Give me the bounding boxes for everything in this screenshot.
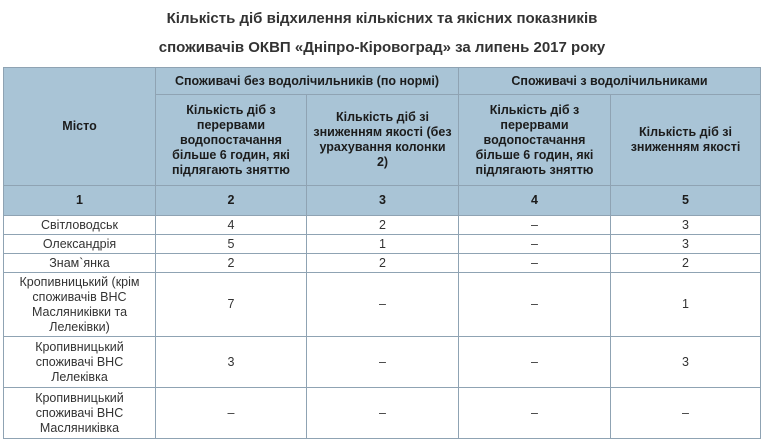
header-col-3: Кількість діб зі зниженням якості (без урахування колонки 2) (307, 95, 459, 186)
column-number: 2 (156, 186, 307, 216)
value-cell: 5 (156, 235, 307, 254)
value-cell: – (459, 337, 611, 388)
value-cell: – (459, 273, 611, 337)
value-cell: 4 (156, 216, 307, 235)
table-row (4, 254, 761, 273)
value-cell: 2 (307, 254, 459, 273)
value-cell: – (307, 388, 459, 439)
value-cell: 2 (156, 254, 307, 273)
value-cell: 3 (611, 235, 761, 254)
value-cell: – (459, 216, 611, 235)
value-cell: – (459, 254, 611, 273)
header-col-4: Кількість діб з перервами водопостачання більше 6 годин, які підлягають зняттю (459, 95, 611, 186)
header-group-with-meters: Споживачі з водолічильниками (459, 68, 761, 95)
city-cell: Олександрія (4, 235, 156, 254)
table-row (4, 216, 761, 235)
title-line-1: Кількість діб відхилення кількісних та якісних показників (166, 10, 598, 27)
table-row (4, 337, 761, 388)
value-cell: 3 (611, 337, 761, 388)
value-cell: 7 (156, 273, 307, 337)
data-table (3, 67, 761, 439)
value-cell: – (459, 388, 611, 439)
table-row (4, 235, 761, 254)
value-cell: 1 (611, 273, 761, 337)
value-cell: 1 (307, 235, 459, 254)
value-cell: 2 (307, 216, 459, 235)
column-number: 5 (611, 186, 761, 216)
column-number: 1 (4, 186, 156, 216)
value-cell: – (156, 388, 307, 439)
city-cell: Кропивницький споживачі ВНС Лелеківка (4, 337, 156, 388)
city-cell: Кропивницький (крім споживачів ВНС Масляниківки та Лелеківки) (4, 273, 156, 337)
city-cell: Знам`янка (4, 254, 156, 273)
column-number: 4 (459, 186, 611, 216)
title-line-2: споживачів ОКВП «Дніпро-Кіровоград» за липень 2017 року (158, 39, 606, 56)
table-row (4, 273, 761, 337)
header-group-without-meters: Споживачі без водолічильників (по нормі) (156, 68, 459, 95)
header-city: Місто (4, 68, 156, 186)
city-cell: Світловодськ (4, 216, 156, 235)
value-cell: 2 (611, 254, 761, 273)
value-cell: 3 (156, 337, 307, 388)
column-number-row (4, 186, 761, 216)
header-col-2: Кількість діб з перервами водопостачання більше 6 годин, які підлягають зняттю (156, 95, 307, 186)
table-row (4, 388, 761, 439)
value-cell: 3 (611, 216, 761, 235)
header-col-5: Кількість діб зі зниженням якості (611, 95, 761, 186)
value-cell: – (459, 235, 611, 254)
value-cell: – (611, 388, 761, 439)
value-cell: – (307, 273, 459, 337)
value-cell: – (307, 337, 459, 388)
column-number: 3 (307, 186, 459, 216)
city-cell: Кропивницький споживачі ВНС Масляниківка (4, 388, 156, 439)
